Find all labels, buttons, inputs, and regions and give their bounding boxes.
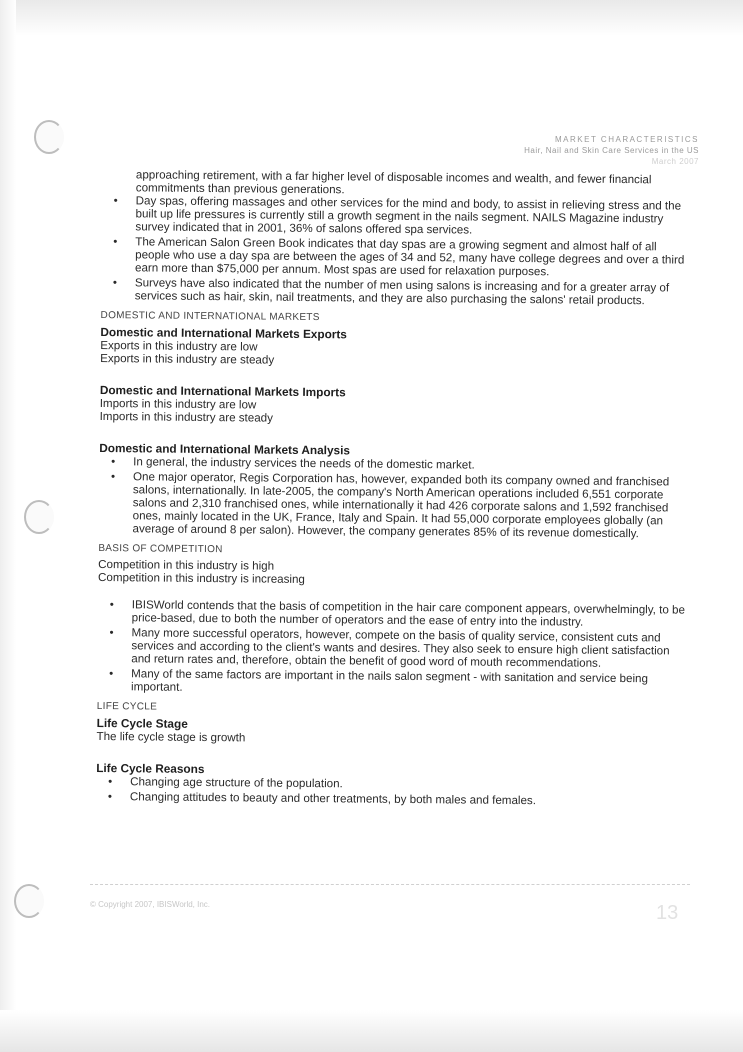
page-number: 13	[656, 902, 679, 924]
bullet-icon: •	[111, 455, 116, 469]
footer-divider	[90, 884, 690, 885]
bullet-icon: •	[113, 194, 118, 208]
bullet-icon: •	[109, 626, 114, 640]
intro-continuation: approaching retirement, with a far higher level of disposable incomes and wealth, and fewer financial commitments than previous generations.	[135, 168, 652, 197]
list-item: • IBISWorld contends that the basis of competition in the hair care component appears, overwhelmingly, to be price-based, due to both the number of operators and the ease of entry into the industry.	[109, 598, 686, 629]
running-header	[524, 134, 699, 167]
list-item: • Changing age structure of the population.	[108, 775, 343, 791]
list-item: • Many more successful operators, however, compete on the basis of quality service, consistent cuts and services and according to the client's wants and desires. They also seek to ensure high client satisfaction and return rates and, therefore, obtain the benefit of good word of mouth recommendations.	[109, 626, 670, 670]
main-content	[96, 168, 692, 811]
bullet-icon: •	[108, 775, 113, 789]
bullet-icon: •	[109, 598, 114, 612]
list-item: • Many of the same factors are important in the nails salon segment - with sanitation and service being important.	[109, 667, 649, 694]
header-date: March 2007	[651, 157, 699, 166]
list-item: • The American Salon Green Book indicates that day spas are a growing segment and almost half of all people who use a day spa are between the ages of 34 and 52, many have college degrees and over a third earn more than $75,000 per annum. Most spas are used for relaxation purposes.	[113, 235, 685, 279]
competition-line: Competition in this industry is increasing	[98, 570, 305, 586]
subheading-analysis: Domestic and International Markets Analysis	[99, 440, 351, 458]
punch-hole-icon	[34, 120, 64, 154]
scan-shadow-top	[0, 0, 743, 36]
section-heading-competition: BASIS OF COMPETITION	[98, 542, 223, 556]
list-item: • In general, the industry services the needs of the domestic market.	[111, 455, 475, 472]
list-item: • Day spas, offering massages and other services for the mind and body, to assist in relieving stress and the built up life pressures is currently still a growth segment in the nails segment. NAILS Magazine industry survey indicated that in 2001, 36% of salons offered spa services.	[113, 194, 682, 237]
list-item: • Surveys have also indicated that the number of men using salons is increasing and for a greater array of services such as hair, skin, nail treatments, and they are also purchasing the salons' retail products.	[112, 276, 670, 308]
header-report-title: Hair, Nail and Skin Care Services in the US	[524, 146, 699, 155]
subheading-lifecycle-stage: Life Cycle Stage	[96, 715, 188, 731]
imports-line: Imports in this industry are low	[99, 396, 257, 412]
copyright-notice: © Copyright 2007, IBISWorld, Inc.	[90, 900, 211, 909]
subheading-imports: Domestic and International Markets Imports	[99, 382, 346, 400]
lifecycle-bullet-list	[96, 775, 686, 809]
competition-line: Competition in this industry is high	[98, 557, 275, 573]
bullet-icon: •	[109, 667, 114, 681]
lifecycle-stage-text: The life cycle stage is growth	[96, 729, 246, 745]
list-item: • Changing attitudes to beauty and other treatments, by both males and females.	[107, 790, 537, 808]
analysis-bullet-list	[98, 455, 689, 541]
bullet-icon: •	[113, 235, 118, 249]
subheading-exports: Domestic and International Markets Exports	[100, 324, 347, 342]
punch-hole-icon	[14, 884, 44, 918]
scan-shadow-left	[0, 0, 16, 1052]
list-item: • One major operator, Regis Corporation has, however, expanded both its company owned and franchised salons, internationally. In late-2005, the company's North American operations included 6,551 corporate salons and 2,310 franchised ones, while internationally it had 426 corporate salons and 1,592 franchised ones, mainly located in the UK, France, Italy and Spain. It had 55,000 corporate employees globally (an average of around 8 per salon). However, the company generates 85% of its revenue domestically.	[110, 470, 670, 541]
scan-shadow-bottom	[0, 1010, 743, 1052]
section-heading-lifecycle: LIFE CYCLE	[96, 700, 158, 713]
bullet-icon: •	[110, 470, 116, 484]
imports-line: Imports in this industry are steady	[99, 409, 274, 425]
bullet-icon: •	[107, 790, 113, 804]
section-heading-domestic: DOMESTIC AND INTERNATIONAL MARKETS	[100, 309, 320, 324]
intro-bullet-list	[101, 194, 692, 308]
subheading-lifecycle-reasons: Life Cycle Reasons	[96, 760, 205, 777]
bullet-icon: •	[112, 276, 118, 290]
exports-line: Exports in this industry are low	[100, 338, 258, 354]
header-section: MARKET CHARACTERISTICS	[555, 135, 699, 144]
exports-line: Exports in this industry are steady	[100, 351, 275, 367]
punch-hole-icon	[24, 500, 54, 534]
competition-bullet-list	[97, 598, 688, 699]
